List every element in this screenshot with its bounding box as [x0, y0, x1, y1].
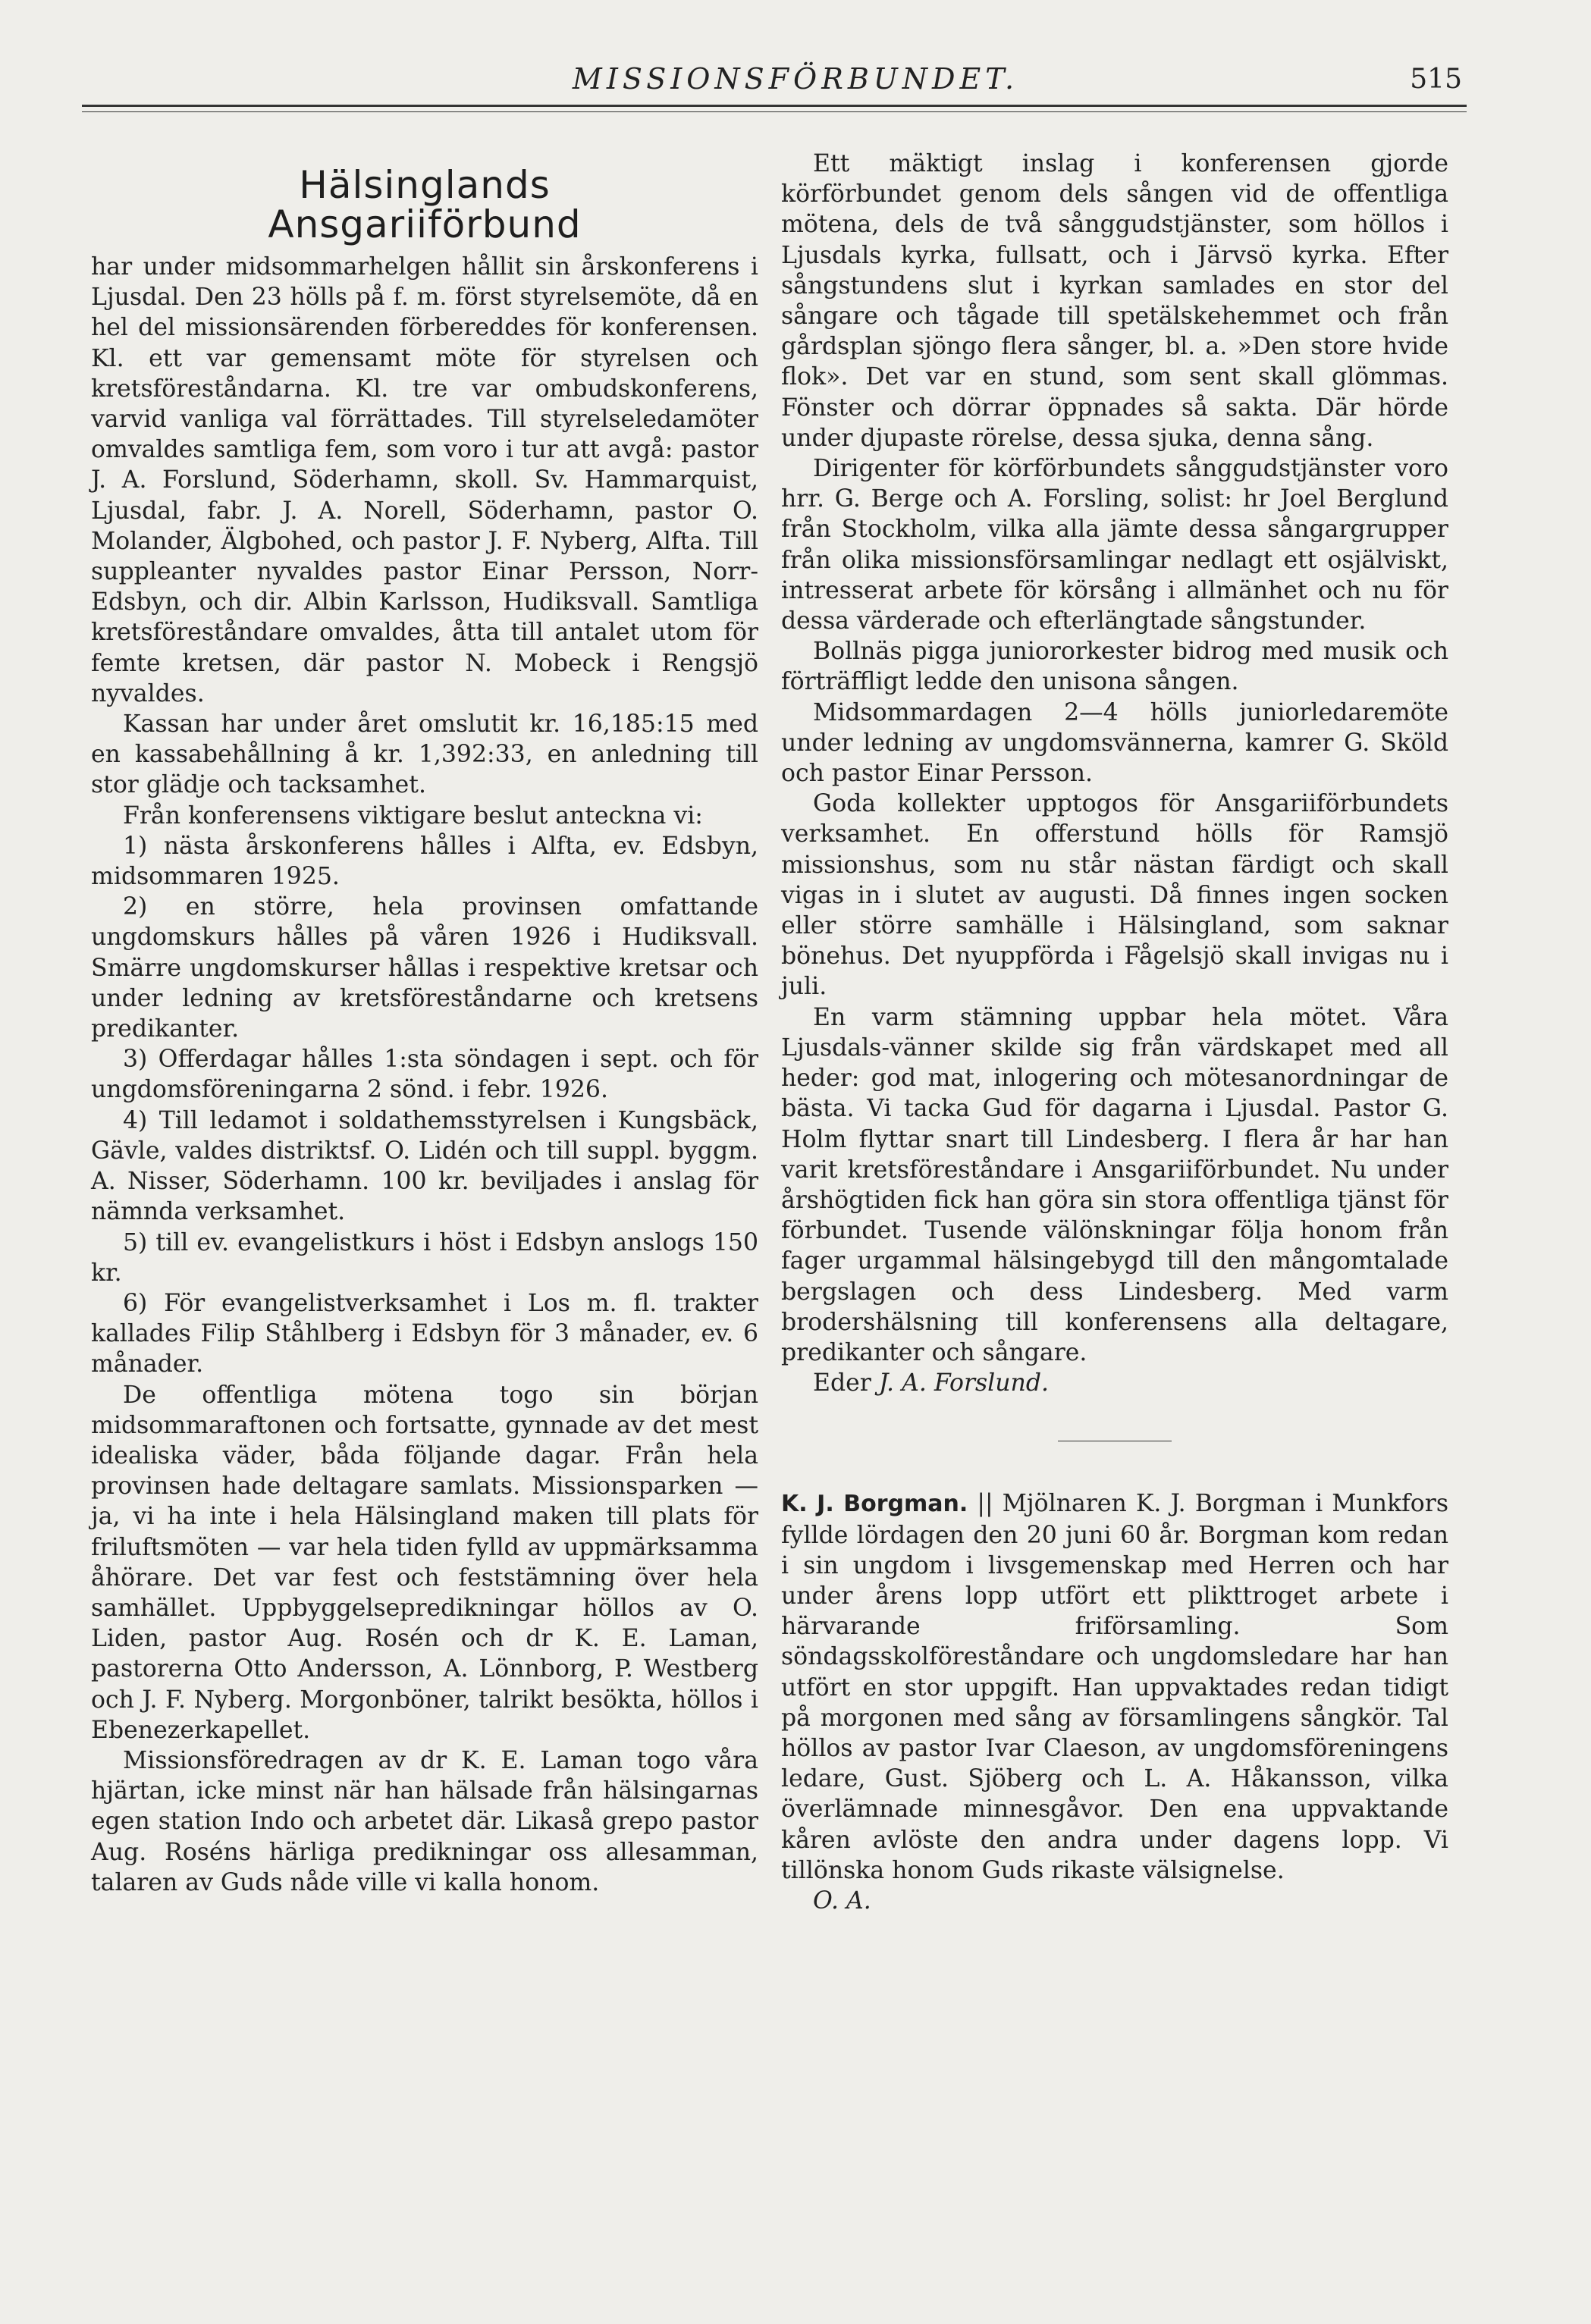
- article-signature: [781, 1368, 1448, 1398]
- paragraph: Dirigenter för körförbundets sånggudstjänster voro hrr. G. Berge och A. Forsling, solist: hr Joel Berglund från Stockholm, vilka alla jämte dessa sångargrupper från olika missionsförsamlingar nedlagt ett osjälviskt, intresserat arbete för körsång i allmänhet och nu för dessa värderade och efterlängtade sångstunder.: [781, 455, 1448, 635]
- header-rule: [82, 105, 1467, 107]
- paragraph: Bollnäs pigga juniororkester bidrog med musik och förträffligt ledde den unisona sången.: [781, 638, 1448, 696]
- notice-signature-line: [781, 1886, 1448, 1916]
- signature-name: J. A. Forslund.: [878, 1369, 1050, 1397]
- paragraph: 5) till ev. evangelistkurs i höst i Edsbyn anslogs 150 kr.: [91, 1228, 758, 1287]
- header-rule-thin: [82, 111, 1467, 112]
- page-number: 515: [1410, 64, 1462, 95]
- paragraph: Goda kollekter upptogos för Ansgariiförbundets verksamhet. En offerstund hölls för Ramsjö missionshus, som nu står nästan färdigt och skall vigas in i slutet av augusti. Då finnes ingen socken eller större samhälle i Hälsingland, som saknar bönehus. Det nyuppförda i Fågelsjö skall invigas nu i juli.: [781, 790, 1448, 1001]
- paragraph: Midsommardagen 2—4 hölls juniorledaremöte under ledning av ungdomsvännerna, kamrer G. Sköld och pastor Einar Persson.: [781, 698, 1448, 788]
- paragraph: En varm stämning uppbar hela mötet. Våra Ljusdals-vänner skilde sig från värdskapet med all heder: god mat, inlogering och mötesanordningar de bästa. Vi tacka Gud för dagarna i Ljusdal. Pastor G. Holm flyttar snart till Lindesberg. I flera år har han varit kretsföreståndare i Ansgariiförbundet. Nu under årshögtiden fick han göra sin stora offentliga tjänst för förbundet. Tusende välönskningar följa honom från fager urgammal hälsingebygd till den mångomtalade bergslagen och dess Lindesberg. Med varm brodershälsning till konferensens alla deltagare, predikanter och sångare.: [781, 1003, 1448, 1366]
- paragraph: 2) en större, hela provinsen omfattande ungdomskurs hålles på våren 1926 i Hudiksvall. Smärre ungdomskurser hållas i respektive kretsar och under ledning av kretsföreståndarne och kretsens predikanter.: [91, 893, 758, 1043]
- running-header: MISSIONSFÖRBUNDET.: [572, 62, 1019, 96]
- paragraph: 4) Till ledamot i soldathemsstyrelsen i Kungsbäck, Gävle, valdes distriktsf. O. Lidén och till suppl. byggm. A. Nisser, Söderhamn. 100 kr. beviljades i anslag för nämnda verksamhet.: [91, 1106, 758, 1226]
- left-column: [91, 149, 758, 1898]
- paragraph: 3) Offerdagar hålles 1:sta söndagen i sept. och för ungdomsföreningarna 2 sönd. i febr. 1926.: [91, 1046, 758, 1104]
- paragraph: De offentliga mötena togo sin början midsommaraftonen och fortsatte, gynnade av det mest idealiska väder, båda följande dagar. Från hela provinsen hade deltagare samlats. Missionsparken — ja, vi ha inte i hela Hälsingland maken till plats för friluftsmöten — var hela tiden fylld av uppmärksamma åhörare. Det var fest och feststämning över hela samhället. Uppbyggelsepredikningar höllos av O. Liden, pastor Aug. Rosén och dr K. E. Laman, pastorerna Otto Andersson, A. Lönnborg, P. Westberg och J. F. Nyberg. Morgonböner, talrikt besökta, höllos i Ebenezerkapellet.: [91, 1381, 758, 1744]
- borgman-notice: [781, 1488, 1448, 1886]
- paragraph: Kassan har under året omslutit kr. 16,185:15 med en kassabehållning å kr. 1,392:33, en anledning till stor glädje och tacksamhet.: [91, 710, 758, 799]
- article-title-line1: Hälsinglands: [299, 163, 551, 207]
- paragraph: 1) nästa årskonferens hålles i Alfta, ev. Edsbyn, midsommaren 1925.: [91, 832, 758, 891]
- paragraph: Ett mäktigt inslag i konferensen gjorde körförbundet genom dels sången vid de offentliga mötena, dels de två sånggudstjänster, som höllos i Ljusdals kyrka, fullsatt, och i Järvsö kyrka. Efter sångstundens slut i kyrkan samlades en stor del sångare och tågade till spetälskehemmet och från gårdsplan sjöngo flera sånger, bl. a. »Den store hvide flok». Det var en stund, som sent skall glömmas. Fönster och dörrar öppnades så sakta. Där hörde under djupaste rörelse, dessa sjuka, denna sång.: [781, 150, 1448, 452]
- paragraph: Från konferensens viktigare beslut antecknа vi:: [123, 801, 703, 830]
- paragraph: har under midsommarhelgen hållit sin årskonferens i Ljusdal. Den 23 hölls på f. m. först styrelsemöte, då en hel del missionsärenden förbereddes för konferensen. Kl. ett var gemensamt möte för styrelsen och kretsföreståndarna. Kl. tre var ombudskonferens, varvid vanliga val förrättades. Till styrelseledamöter omvaldes samtliga fem, som voro i tur att avgå: pastor J. A. Forslund, Söderhamn, skoll. Sv. Hammarquist, Ljusdal, fabr. J. A. Norell, Söderhamn, pastor O. Molander, Älgbohed, och pastor J. F. Nyberg, Alfta. Till suppleanter nyvaldes pastor Einar Persson, Norr- Edsbyn, och dir. Albin Karlsson, Hudiksvall. Samtliga kretsföreståndare omvaldes, åtta till antalet utom för femte kretsen, där pastor N. Mobeck i Rengsjö nyvaldes.: [91, 253, 758, 707]
- signature-prefix: Eder: [813, 1369, 871, 1397]
- article-title-line2: Ansgariiförbund: [268, 202, 582, 246]
- right-column: [781, 149, 1448, 1916]
- notice-text: || Mjölnaren K. J. Borgman i Munkfors fyllde lördagen den 20 juni 60 år. Borgman kom redan i sin ungdom i livsgemenskap med Herren och har under årens lopp utfört ett plikttroget arbete i härvarande friförsamling. Som söndagsskolföreståndare och ungdomsledare har han utfört en stor uppgift. Han uppvaktades redan tidigt på morgonen med sång av församlingens sångkör. Tal höllos av pastor Ivar Claeson, av ungdomsföreningens ledare, Gust. Sjöberg och L. A. Håkansson, vilka överlämnade minnesgåvor. Den ena uppvaktande kåren avlöste den andra under dagens lopp. Vi tillönska honom Guds rikaste välsignelse.: [781, 1490, 1448, 1884]
- notice-signature: O. A.: [813, 1886, 871, 1915]
- article-title: [91, 165, 758, 244]
- notice-heading: K. J. Borgman.: [781, 1491, 968, 1518]
- paragraph: 6) För evangelistverksamhet i Los m. fl. trakter kallades Filip Ståhlberg i Edsbyn för 3 månader, ev. 6 månader.: [91, 1289, 758, 1378]
- paragraph: Missionsföredragen av dr K. E. Laman togo våra hjärtan, icke minst när han hälsade från hälsingarnas egen station Indo och arbetet där. Likaså grepo pastor Aug. Roséns härliga predikningar oss allesamman, talaren av Guds nåde ville vi kalla honom.: [91, 1746, 758, 1896]
